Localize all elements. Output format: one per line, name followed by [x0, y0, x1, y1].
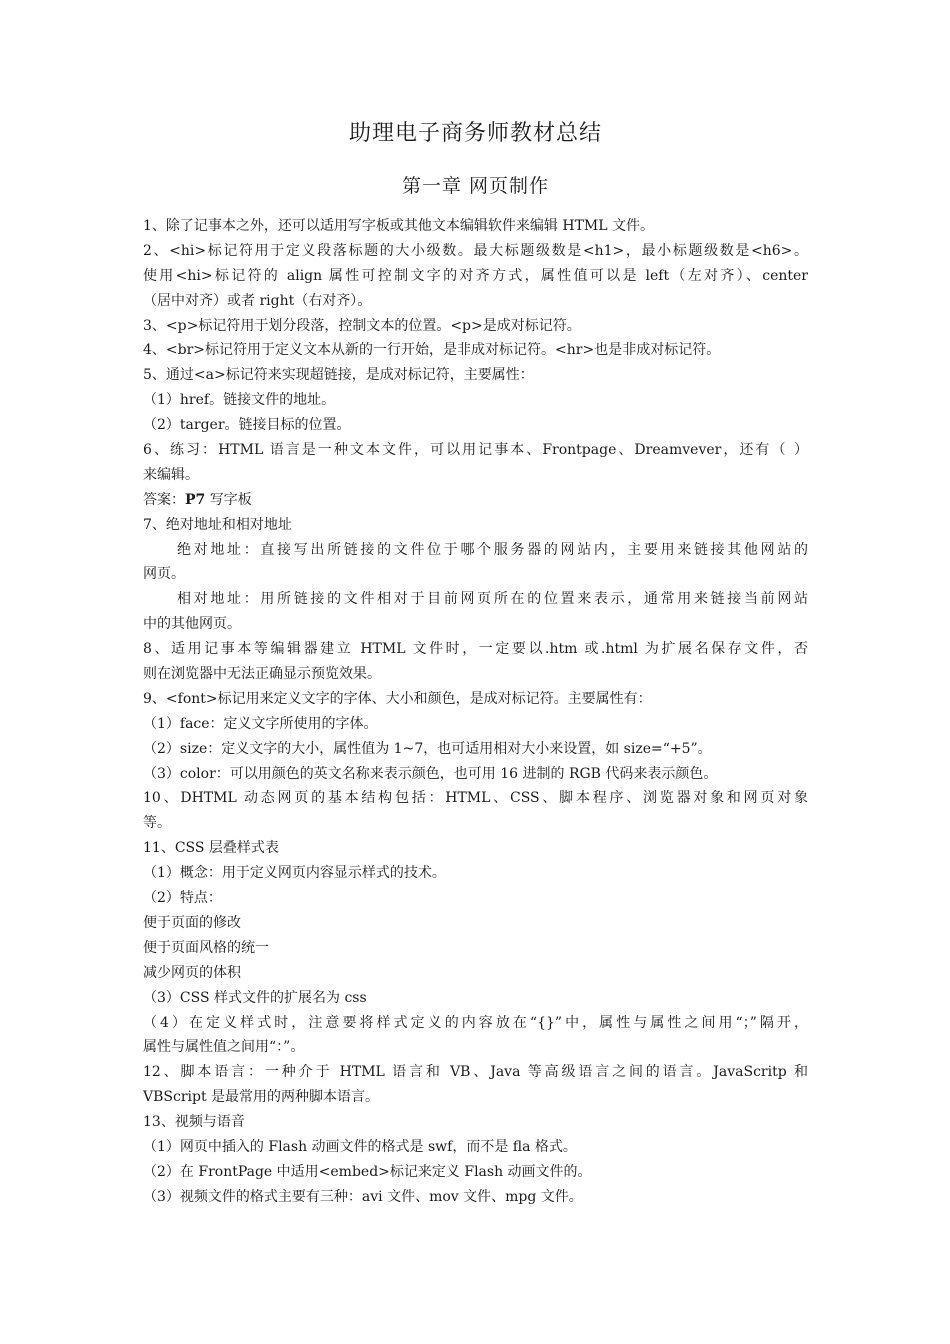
- text-line: （居中对齐）或者 right（右对齐）。: [143, 292, 372, 309]
- text-line: VBScript 是最常用的两种脚本语言。: [143, 1089, 380, 1106]
- text-line: 8、适用记事本等编辑器建立 HTML 文件时，一定要以.htm 或.html 为扩展名保存文件，否: [143, 641, 808, 658]
- text-line: （2）targer。链接目标的位置。: [143, 417, 351, 434]
- text-line: （1）概念：用于定义网页内容显示样式的技术。: [143, 865, 446, 882]
- chapter-title: 第一章 网页制作: [401, 175, 550, 197]
- text-line: 中的其他网页。: [143, 616, 241, 633]
- text-line: 绝对地址：直接写出所链接的文件位于哪个服务器的网站内，主要用来链接其他网站的: [177, 541, 808, 558]
- text-line: 1、除了记事本之外，还可以适用写字板或其他文本编辑软件来编辑 HTML 文件。: [143, 218, 654, 234]
- text-line: 3、<p>标记符用于划分段落，控制文本的位置。<p>是成对标记符。: [143, 317, 581, 334]
- text-line: （3）CSS 样式文件的扩展名为 css: [143, 989, 367, 1006]
- text-line: （2）size：定义文字的大小，属性值为 1~7，也可适用相对大小来设置，如 size=“+5”。: [143, 740, 712, 757]
- text-line: （2）特点：: [143, 890, 222, 907]
- text-line: 便于页面风格的统一: [143, 939, 269, 956]
- text-line: （1）href。链接文件的地址。: [143, 392, 336, 409]
- text-line: 11、CSS 层叠样式表: [143, 840, 279, 857]
- text-line: （2）在 FrontPage 中适用<embed>标记来定义 Flash 动画文件的。: [143, 1163, 592, 1180]
- text-line: 13、视频与语音: [143, 1114, 245, 1131]
- text-line: （3）color：可以用颜色的英文名称来表示颜色，也可用 16 进制的 RGB 代码来表示颜色。: [143, 765, 718, 782]
- text-line: 5、通过<a>标记符来实现超链接，是成对标记符，主要属性：: [143, 367, 534, 384]
- text-line: （4）在定义样式时，注意要将样式定义的内容放在“{}”中，属性与属性之间用“；”隔开，: [143, 1014, 808, 1031]
- text-line: 便于页面的修改: [143, 914, 241, 931]
- text-line: （1）face：定义文字所使用的字体。: [143, 715, 378, 732]
- text-line: 减少网页的体积: [143, 964, 241, 981]
- text-line: （3）视频文件的格式主要有三种：avi 文件、mov 文件、mpg 文件。: [143, 1188, 583, 1205]
- text-line: 则在浏览器中无法正确显示预览效果。: [143, 666, 381, 683]
- text-line: 等。: [143, 815, 171, 832]
- document-title: 助理电子商务师教材总结: [348, 121, 602, 146]
- text-line: 属性与属性值之间用“：”。: [143, 1039, 305, 1056]
- text-line: 7、绝对地址和相对地址: [143, 516, 292, 533]
- answer-label: 答案：: [143, 491, 185, 508]
- answer-page-ref: P7: [185, 491, 206, 508]
- answer-value: 写字板: [209, 491, 252, 508]
- text-line: 4、<br>标记符用于定义文本从新的一行开始，是非成对标记符。<hr>也是非成对标记符。: [143, 342, 721, 359]
- text-line: 来编辑。: [143, 466, 199, 483]
- answer-line: [143, 488, 808, 513]
- text-line: 10、DHTML 动态网页的基本结构包括：HTML、CSS、脚本程序、浏览器对象和网页对象: [143, 790, 808, 807]
- text-line: 9、<font>标记用来定义文字的字体、大小和颜色，是成对标记符。主要属性有：: [143, 690, 652, 707]
- text-line: 使用<hi>标记符的 align 属性可控制文字的对齐方式，属性值可以是 left（左对齐）、center: [143, 267, 808, 284]
- text-line: 6、练习：HTML 语言是一种文本文件，可以用记事本、Frontpage、Dreamvever，还有（ ）: [143, 442, 808, 459]
- text-line: 相对地址：用所链接的文件相对于目前网页所在的位置来表示，通常用来链接当前网站: [177, 591, 808, 608]
- text-line: 网页。: [143, 566, 185, 583]
- document-body: [143, 214, 808, 1210]
- text-line: 2、<hi>标记符用于定义段落标题的大小级数。最大标题级数是<h1>，最小标题级数是<h6>。: [143, 242, 808, 259]
- text-line: 12、脚本语言：一种介于 HTML 语言和 VB、Java 等高级语言之间的语言。JavaScritp 和: [143, 1064, 808, 1081]
- text-line: （1）网页中插入的 Flash 动画文件的格式是 swf，而不是 fla 格式。: [143, 1138, 577, 1155]
